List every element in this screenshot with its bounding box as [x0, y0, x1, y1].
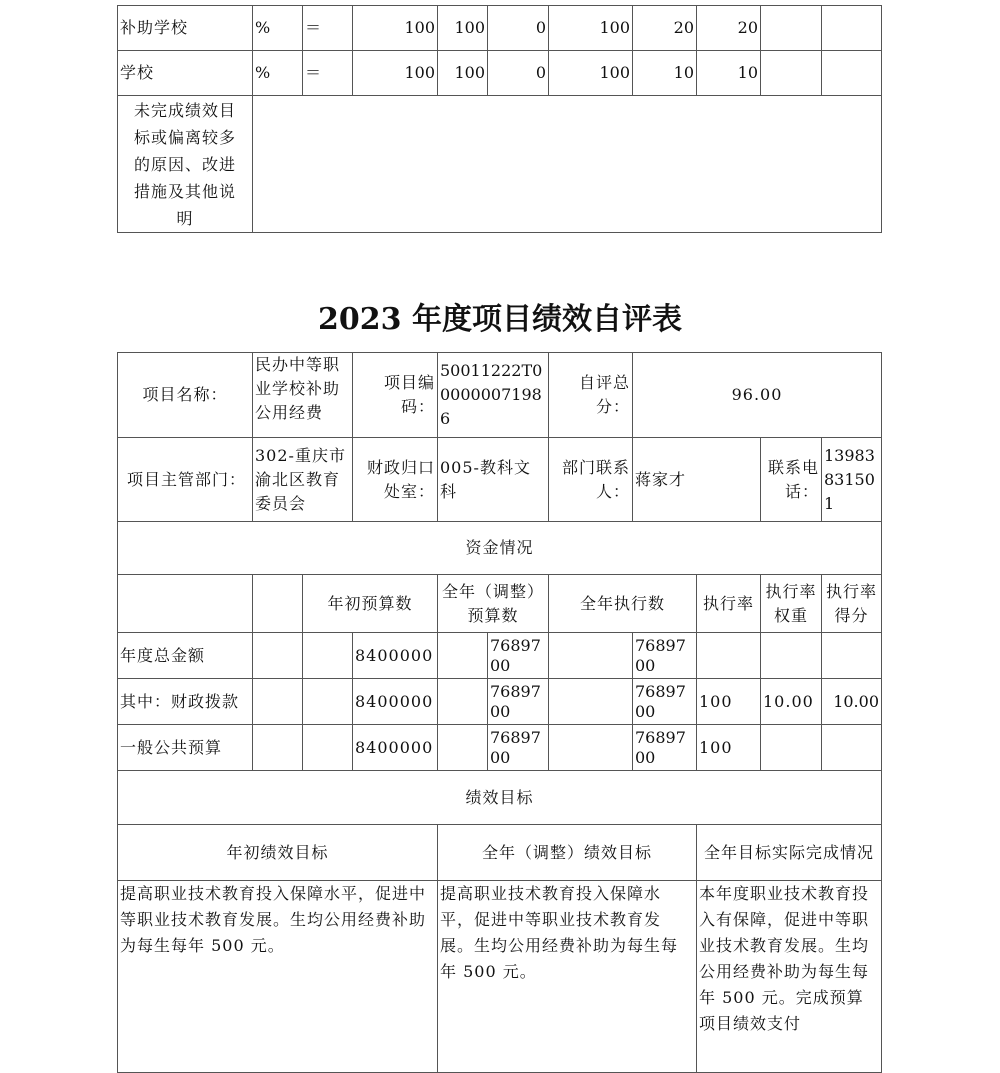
- fund-score: [822, 633, 882, 679]
- phone-value: 13983831501: [822, 438, 882, 522]
- fund-adjusted: 7689700: [488, 725, 549, 771]
- header-blank: [118, 575, 253, 633]
- funds-section-title: 资金情况: [118, 522, 882, 575]
- fund-weight: [761, 725, 822, 771]
- indicator-value: 100: [549, 6, 633, 51]
- fund-weight: 10.00: [761, 679, 822, 725]
- actual-goal-header: 全年目标实际完成情况: [697, 825, 882, 881]
- fund-adjusted: 7689700: [488, 679, 549, 725]
- table-row: [118, 679, 882, 725]
- indicator-operator: ＝: [303, 51, 353, 96]
- table-row: [118, 51, 882, 96]
- indicator-value: 10: [633, 51, 697, 96]
- blank-cell: [549, 633, 633, 679]
- finance-office-label: 财政归口处室：: [353, 438, 438, 522]
- fund-rate: [697, 633, 761, 679]
- goals-header-row: [118, 825, 882, 881]
- project-info-row: [118, 353, 882, 438]
- indicator-value: 100: [438, 51, 488, 96]
- header-score: 执行率得分: [822, 575, 882, 633]
- indicator-value: 100: [549, 51, 633, 96]
- fund-row-label: 年度总金额: [118, 633, 253, 679]
- contact-label: 部门联系人：: [549, 438, 633, 522]
- fund-row-label: 其中：财政拨款: [118, 679, 253, 725]
- header-adjusted-budget: 全年（调整）预算数: [438, 575, 549, 633]
- header-initial-budget: 年初预算数: [303, 575, 438, 633]
- indicator-table: [117, 5, 882, 233]
- blank-cell: [438, 633, 488, 679]
- project-info-row: [118, 438, 882, 522]
- self-score-label: 自评总分：: [549, 353, 633, 438]
- fund-row-label: 一般公共预算: [118, 725, 253, 771]
- blank-cell: [303, 633, 353, 679]
- fund-rate: 100: [697, 679, 761, 725]
- header-rate: 执行率: [697, 575, 761, 633]
- contact-value: 蒋家才: [633, 438, 761, 522]
- blank-cell: [253, 633, 303, 679]
- table-row: [118, 6, 882, 51]
- fund-score: 10.00: [822, 679, 882, 725]
- phone-label: 联系电话：: [761, 438, 822, 522]
- remarks-row: [118, 96, 882, 233]
- fund-executed: 7689700: [633, 725, 697, 771]
- fund-rate: 100: [697, 725, 761, 771]
- indicator-value: [761, 51, 822, 96]
- indicator-value: 100: [438, 6, 488, 51]
- project-name-value: 民办中等职业学校补助公用经费: [253, 353, 353, 438]
- section-header-row: [118, 522, 882, 575]
- remarks-value: [253, 96, 882, 233]
- blank-cell: [549, 725, 633, 771]
- fund-initial: 8400000: [353, 679, 438, 725]
- table-row: [118, 633, 882, 679]
- funds-header-row: [118, 575, 882, 633]
- fund-initial: 8400000: [353, 633, 438, 679]
- fund-initial: 8400000: [353, 725, 438, 771]
- fund-adjusted: 7689700: [488, 633, 549, 679]
- indicator-unit: %: [253, 51, 303, 96]
- project-code-label: 项目编码：: [353, 353, 438, 438]
- fund-executed: 7689700: [633, 633, 697, 679]
- project-code-value: 50011222T000000071986: [438, 353, 549, 438]
- blank-cell: [303, 679, 353, 725]
- goals-section-title: 绩效目标: [118, 771, 882, 825]
- indicator-value: [761, 6, 822, 51]
- adjusted-goal-header: 全年（调整）绩效目标: [438, 825, 697, 881]
- indicator-operator: ＝: [303, 6, 353, 51]
- goals-content-row: [118, 881, 882, 1073]
- blank-cell: [438, 679, 488, 725]
- indicator-value: 0: [488, 6, 549, 51]
- page-title: 2023 年度项目绩效自评表: [318, 302, 682, 337]
- initial-goal-header: 年初绩效目标: [118, 825, 438, 881]
- indicator-value: 100: [353, 6, 438, 51]
- section-header-row: [118, 771, 882, 825]
- blank-cell: [303, 725, 353, 771]
- department-value: 302-重庆市渝北区教育委员会: [253, 438, 353, 522]
- indicator-unit: %: [253, 6, 303, 51]
- indicator-value: 20: [633, 6, 697, 51]
- header-blank: [253, 575, 303, 633]
- blank-cell: [253, 679, 303, 725]
- indicator-value: [822, 6, 882, 51]
- header-executed: 全年执行数: [549, 575, 697, 633]
- indicator-name: 补助学校: [118, 6, 253, 51]
- remarks-label: 未完成绩效目标或偏离较多的原因、改进措施及其他说明: [118, 96, 253, 233]
- indicator-value: [822, 51, 882, 96]
- blank-cell: [549, 679, 633, 725]
- initial-goal-text: 提高职业技术教育投入保障水平，促进中等职业技术教育发展。生均公用经费补助为每生每年 500 元。: [118, 881, 438, 1073]
- self-score-value: 96.00: [633, 353, 882, 438]
- fund-weight: [761, 633, 822, 679]
- indicator-value: 100: [353, 51, 438, 96]
- table-row: [118, 725, 882, 771]
- project-name-label: 项目名称：: [118, 353, 253, 438]
- actual-goal-text: 本年度职业技术教育投入有保障，促进中等职业技术教育发展。生均公用经费补助为每生每年 500 元。完成预算项目绩效支付: [697, 881, 882, 1073]
- fund-executed: 7689700: [633, 679, 697, 725]
- adjusted-goal-text: 提高职业技术教育投入保障水平，促进中等职业技术教育发展。生均公用经费补助为每生每年 500 元。: [438, 881, 697, 1073]
- blank-cell: [253, 725, 303, 771]
- indicator-name: 学校: [118, 51, 253, 96]
- header-weight: 执行率权重: [761, 575, 822, 633]
- finance-office-value: 005-教科文科: [438, 438, 549, 522]
- fund-score: [822, 725, 882, 771]
- indicator-value: 20: [697, 6, 761, 51]
- indicator-value: 0: [488, 51, 549, 96]
- indicator-value: 10: [697, 51, 761, 96]
- evaluation-table: [117, 352, 882, 1073]
- department-label: 项目主管部门：: [118, 438, 253, 522]
- blank-cell: [438, 725, 488, 771]
